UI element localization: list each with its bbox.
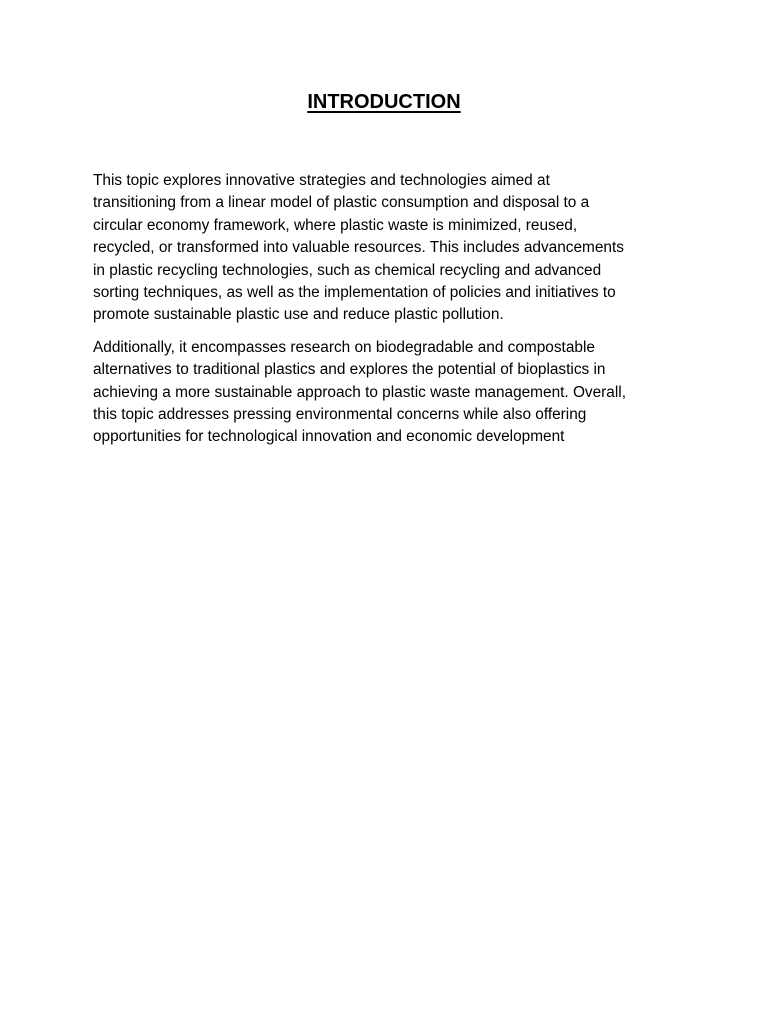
paragraph-line: transitioning from a linear model of plastic consumption and disposal to a <box>93 194 590 212</box>
paragraph-line: achieving a more sustainable approach to plastic waste management. Overall, <box>93 383 626 401</box>
paragraph-line: this topic addresses pressing environmental concerns while also offering <box>93 406 587 424</box>
page-title-text: INTRODUCTION <box>307 91 461 113</box>
paragraph-2 <box>93 337 668 449</box>
paragraph-line: This topic explores innovative strategies and technologies aimed at <box>93 172 550 189</box>
paragraph-line: alternatives to traditional plastics and explores the potential of bioplastics in <box>93 361 606 379</box>
paragraph-1 <box>93 170 668 327</box>
paragraph-line: promote sustainable plastic use and reduce plastic pollution. <box>93 306 504 324</box>
document-body <box>93 170 668 459</box>
paragraph-line: in plastic recycling technologies, such as chemical recycling and advanced <box>93 261 602 279</box>
paragraph-line: sorting techniques, as well as the implementation of policies and initiatives to <box>93 284 616 302</box>
paragraph-line: Additionally, it encompasses research on biodegradable and compostable <box>93 338 595 356</box>
paragraph-line: recycled, or transformed into valuable resources. This includes advancements <box>93 239 624 257</box>
page-title <box>0 89 768 115</box>
paragraph-line: circular economy framework, where plastic waste is minimized, reused, <box>93 216 578 234</box>
paragraph-line: opportunities for technological innovation and economic development <box>93 428 565 446</box>
